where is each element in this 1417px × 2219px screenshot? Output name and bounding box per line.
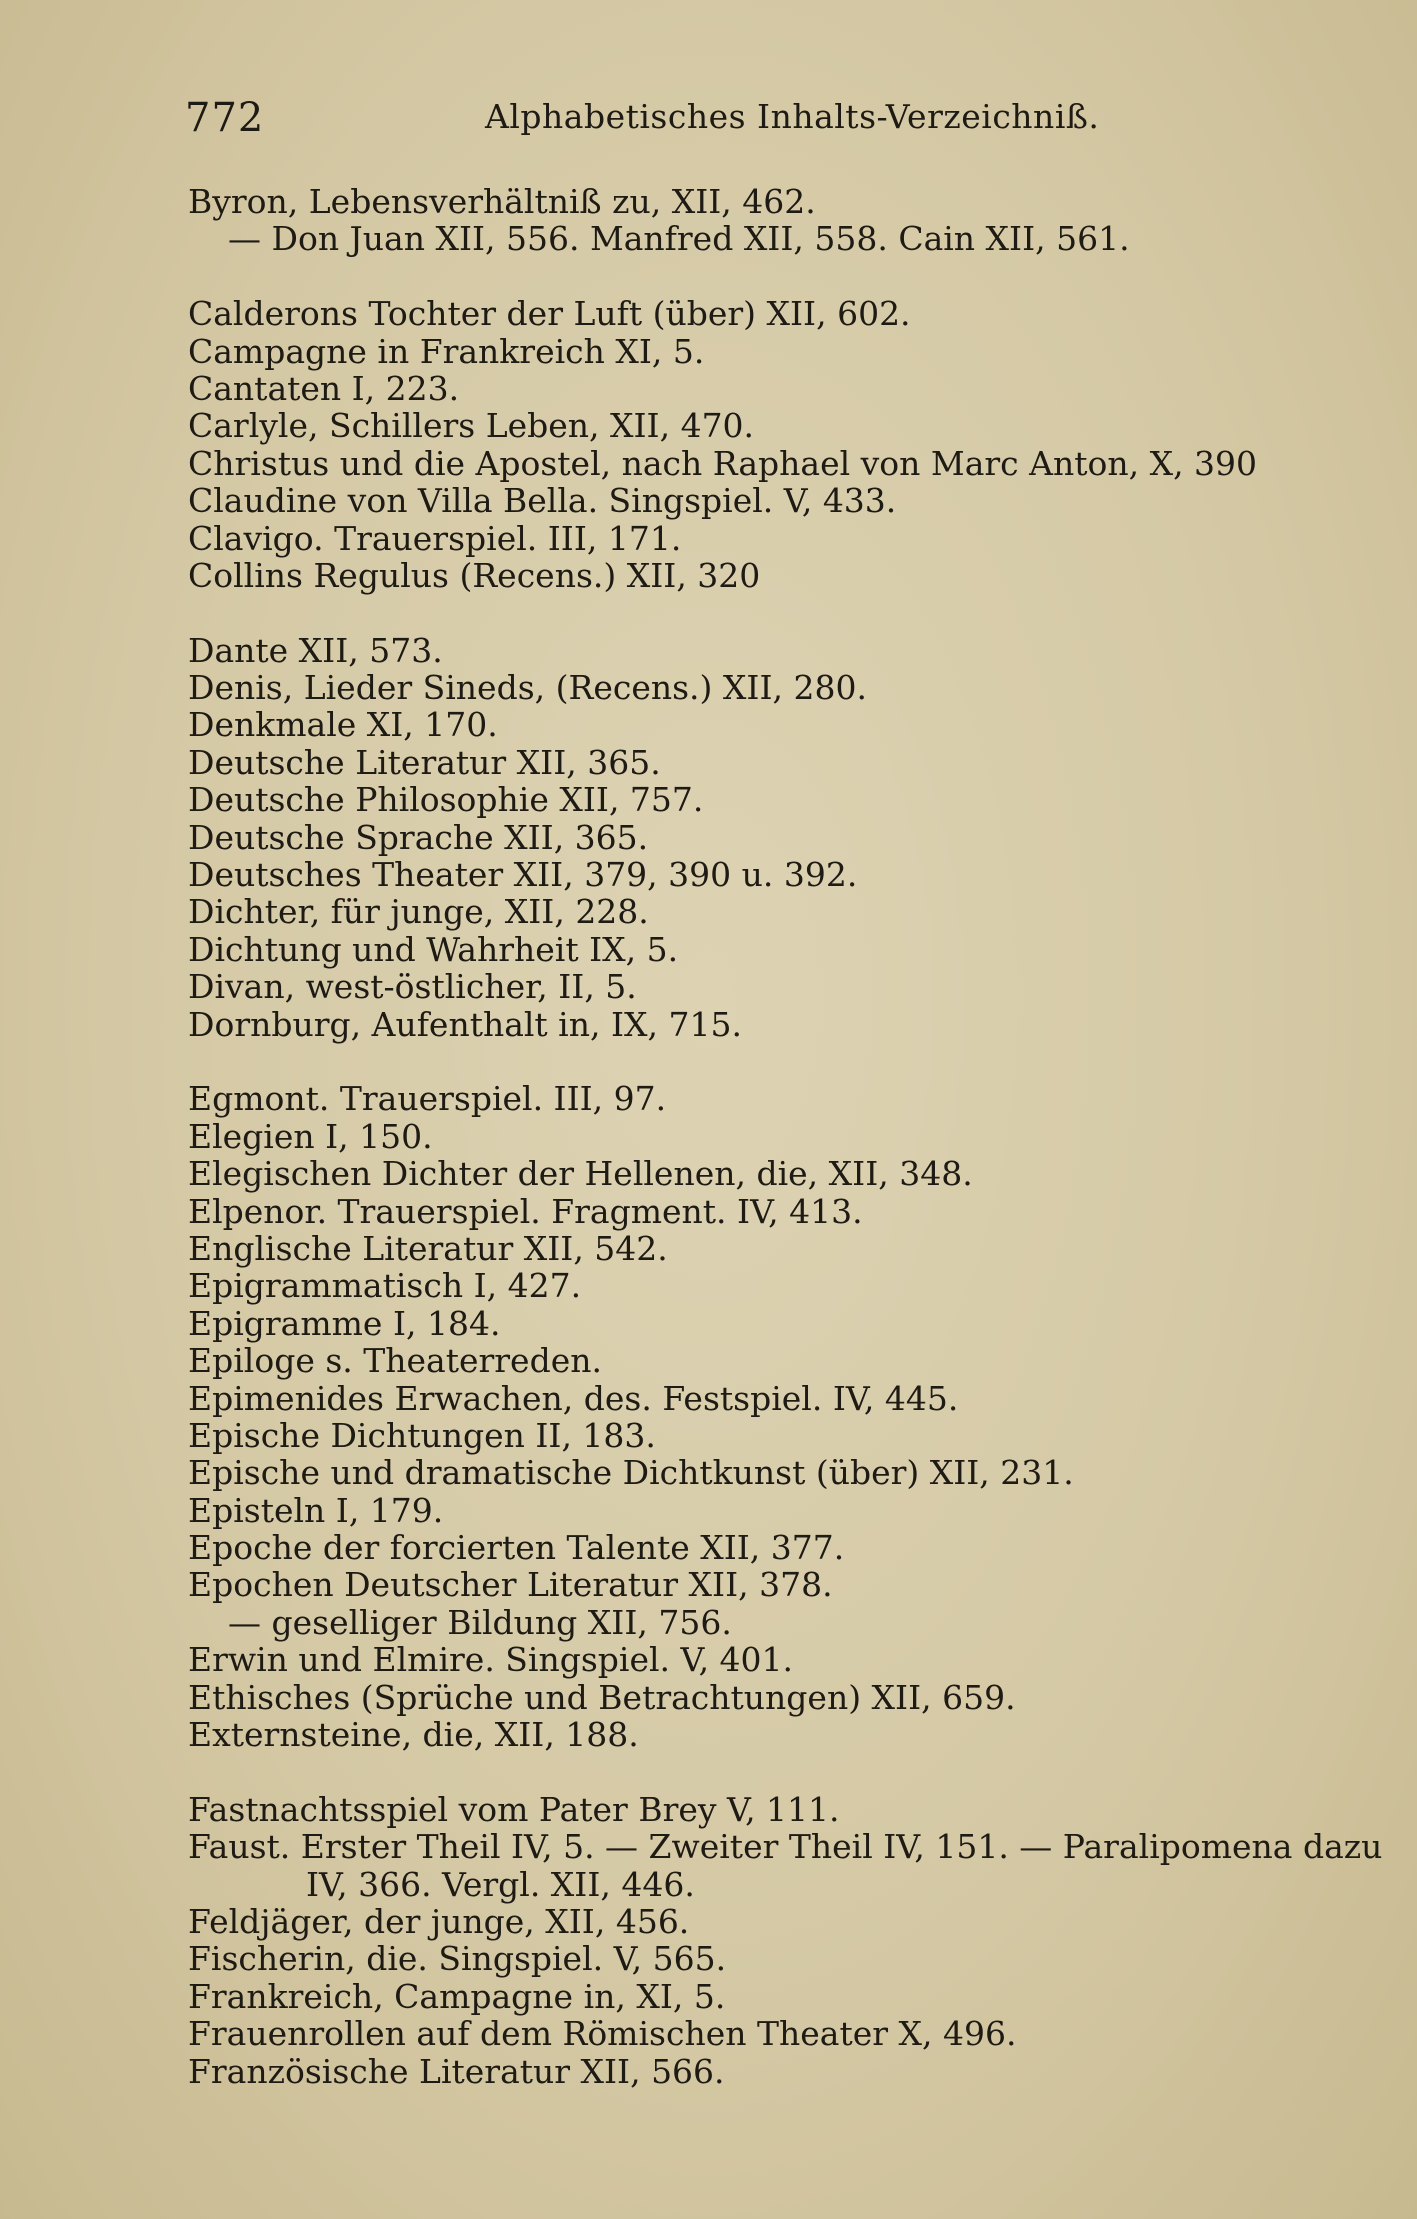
index-entry: Denkmale XI, 170. — [188, 705, 498, 745]
index-entry: Deutsches Theater XII, 379, 390 u. 392. — [188, 855, 858, 895]
index-entry: Fastnachtsspiel vom Pater Brey V, 111. — [188, 1789, 840, 1829]
index-entry: Denis, Lieder Sineds, (Recens.) XII, 280. — [188, 668, 867, 708]
index-entry: Dornburg, Aufenthalt in, IX, 715. — [188, 1004, 742, 1044]
index-entry: Epische und dramatische Dichtkunst (über) XII, 231. — [188, 1453, 1074, 1493]
index-entry: Carlyle, Schillers Leben, XII, 470. — [188, 406, 755, 446]
index-entry: Calderons Tochter der Luft (über) XII, 602. — [188, 294, 911, 334]
index-list — [188, 182, 1383, 2091]
index-group-c — [188, 295, 1348, 594]
index-entry: Elpenor. Trauerspiel. Fragment. IV, 413. — [188, 1191, 863, 1231]
index-entry: Egmont. Trauerspiel. III, 97. — [188, 1079, 667, 1119]
index-group-d — [188, 632, 1348, 1043]
index-entry: Claudine von Villa Bella. Singspiel. V, 433. — [188, 481, 897, 521]
index-entry: Dante XII, 573. — [188, 630, 443, 670]
index-entry-continuation: — geselliger Bildung XII, 756. — [228, 1602, 732, 1642]
index-entry: Divan, west-östlicher, II, 5. — [188, 967, 637, 1007]
index-entry: Epische Dichtungen II, 183. — [188, 1415, 656, 1455]
index-entry: Clavigo. Trauerspiel. III, 171. — [188, 518, 682, 558]
index-entry: Frankreich, Campagne in, XI, 5. — [188, 1976, 726, 2016]
index-entry: Französische Literatur XII, 566. — [188, 2051, 725, 2091]
index-entry: Elegischen Dichter der Hellenen, die, XII, 348. — [188, 1154, 973, 1194]
index-entry: Byron, Lebensverhältniß zu, XII, 462. — [188, 182, 816, 221]
index-entry: Frauenrollen auf dem Römischen Theater X, 496. — [188, 2014, 1017, 2054]
index-entry: Dichtung und Wahrheit IX, 5. — [188, 929, 679, 969]
index-entry: Feldjäger, der junge, XII, 456. — [188, 1902, 690, 1941]
index-entry: Erwin und Elmire. Singspiel. V, 401. — [188, 1640, 794, 1680]
index-entry: Fischerin, die. Singspiel. V, 565. — [188, 1939, 727, 1979]
running-title: Alphabetisches Inhalts-Verzeichniß. — [485, 97, 1100, 136]
index-entry: Ethisches (Sprüche und Betrachtungen) XII, 659. — [188, 1677, 1016, 1717]
index-entry: Cantaten I, 223. — [188, 368, 460, 408]
index-entry: Dichter, für junge, XII, 228. — [188, 892, 649, 932]
index-group-e — [188, 1080, 1348, 1753]
index-entry: Episteln I, 179. — [188, 1490, 444, 1530]
index-entry: Deutsche Literatur XII, 365. — [188, 742, 661, 782]
index-group-f — [188, 1789, 1383, 2091]
index-entry: Campagne in Frankreich XI, 5. — [188, 331, 705, 371]
index-entry: Christus und die Apostel, nach Raphael von Marc Anton, X, 390 — [188, 443, 1258, 483]
index-entry: Englische Literatur XII, 542. — [188, 1228, 668, 1268]
index-entry: Collins Regulus (Recens.) XII, 320 — [188, 555, 761, 595]
index-entry-continuation: — Don Juan XII, 556. Manfred XII, 558. Cain XII, 561. — [228, 219, 1130, 259]
index-entry: Epochen Deutscher Literatur XII, 378. — [188, 1565, 833, 1605]
index-entry: Epigrammatisch I, 427. — [188, 1266, 582, 1306]
index-entry-multiline: Faust. Erster Theil IV, 5. — Zweiter Theil IV, 151. — Paralipomena dazu IV, 366. Vergl. XII, 446. — [188, 1827, 1383, 1904]
page-number: 772 — [185, 95, 265, 141]
index-entry: Elegien I, 150. — [188, 1116, 433, 1156]
index-entry: Externsteine, die, XII, 188. — [188, 1715, 639, 1755]
index-entry: Deutsche Sprache XII, 365. — [188, 817, 649, 857]
index-entry: Epoche der forcierten Talente XII, 377. — [188, 1528, 845, 1568]
index-entry: Epimenides Erwachen, des. Festspiel. IV, 445. — [188, 1378, 959, 1418]
index-entry: Deutsche Philosophie XII, 757. — [188, 780, 704, 820]
index-entry: Epigramme I, 184. — [188, 1303, 501, 1343]
index-entry: Epiloge s. Theaterreden. — [188, 1341, 602, 1381]
index-group-b — [188, 183, 1348, 258]
